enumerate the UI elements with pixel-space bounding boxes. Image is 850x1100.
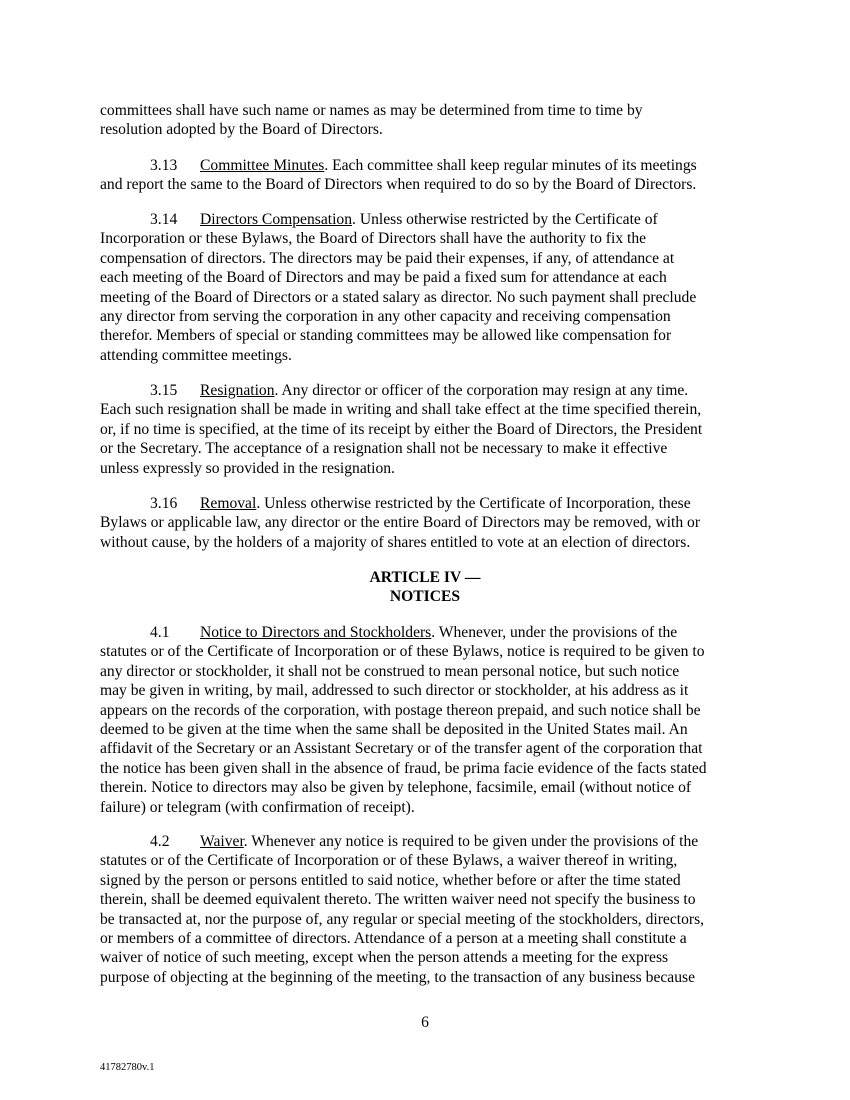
text-line: any director or stockholder, it shall not be construed to mean personal notice, but such notice (100, 662, 680, 680)
section-3-16 (100, 494, 750, 552)
text-line: meeting of the Board of Directors or a stated salary as director. No such payment shall preclude (100, 288, 697, 306)
section-number: 4.2 (150, 833, 170, 850)
section-number: 3.15 (150, 382, 178, 399)
page-number: 6 (421, 1014, 429, 1031)
text-line: statutes or of the Certificate of Incorporation or of these Bylaws, notice is required to be given to (100, 643, 705, 661)
text-line: purpose of objecting at the beginning of the meeting, to the transaction of any business because (100, 968, 695, 986)
section-heading: Removal (200, 495, 257, 512)
text-line: or the Secretary. The acceptance of a resignation shall not be necessary to make it effective (100, 440, 668, 458)
text-line: resolution adopted by the Board of Directors. (100, 121, 383, 139)
text-line: without cause, by the holders of a majority of shares entitled to vote at an election of directors. (100, 533, 691, 551)
section-text: . Unless otherwise restricted by the Certificate of Incorporation, these (256, 495, 691, 512)
section-number: 3.13 (150, 157, 178, 174)
text-line: the notice has been given shall in the absence of fraud, be prima facie evidence of the facts stated (100, 759, 707, 777)
text-line: unless expressly so provided in the resignation. (100, 459, 395, 477)
text-line: any director from serving the corporation in any other capacity and receiving compensation (100, 307, 671, 325)
section-heading: Committee Minutes (200, 157, 325, 174)
text-line: or members of a committee of directors. Attendance of a person at a meeting shall constitute a (100, 929, 687, 947)
text-line: be transacted at, nor the purpose of, any regular or special meeting of the stockholders, directors, (100, 910, 705, 928)
section-text: . Any director or officer of the corporation may resign at any time. (274, 382, 689, 399)
text-line: failure) or telegram (with confirmation of receipt). (100, 798, 415, 816)
text-line: Each such resignation shall be made in writing and shall take effect at the time specified therein, (100, 401, 702, 419)
text-line: therein, shall be deemed equivalent thereto. The written waiver need not specify the business to (100, 891, 696, 909)
article-title: ARTICLE IV — (369, 569, 481, 586)
text-line: signed by the person or persons entitled to said notice, whether before or after the time stated (100, 871, 681, 889)
text-line: therefor. Members of special or standing committees may be allowed like compensation for (100, 327, 672, 345)
section-text: . Each committee shall keep regular minutes of its meetings (324, 157, 697, 174)
section-3-14 (100, 210, 750, 365)
text-line: compensation of directors. The directors may be paid their expenses, if any, of attendance at (100, 249, 675, 267)
section-4-1 (100, 623, 750, 817)
section-text: . Whenever any notice is required to be given under the provisions of the (243, 833, 699, 850)
article-subtitle: NOTICES (389, 588, 461, 606)
text-line: may be given in writing, by mail, addressed to such director or stockholder, at his address as it (100, 682, 689, 700)
text-line: appears on the records of the corporation, with postage thereon prepaid, and such notice shall be (100, 701, 701, 719)
section-4-2 (100, 832, 750, 987)
section-heading: Resignation (200, 382, 275, 399)
paragraph-committees-continued (100, 101, 750, 140)
text-line: Bylaws or applicable law, any director or the entire Board of Directors may be removed, with or (100, 514, 701, 532)
text-line: each meeting of the Board of Directors and may be paid a fixed sum for attendance at each (100, 269, 667, 287)
section-number: 3.14 (150, 211, 178, 228)
text-line: committees shall have such name or names as may be determined from time to time by (100, 102, 643, 119)
text-line: deemed to be given at the time when the same shall be deposited in the United States mail. An (100, 720, 688, 738)
text-line: attending committee meetings. (100, 346, 292, 364)
text-line: affidavit of the Secretary or an Assistant Secretary or of the transfer agent of the corporation that (100, 740, 703, 758)
text-line: or, if no time is specified, at the time of its receipt by either the Board of Directors, the President (100, 420, 703, 438)
section-heading: Waiver (200, 833, 244, 850)
text-line: and report the same to the Board of Directors when required to do so by the Board of Directors. (100, 176, 697, 194)
text-line: Incorporation or these Bylaws, the Board of Directors shall have the authority to fix the (100, 230, 647, 248)
section-number: 3.16 (150, 495, 178, 512)
section-3-13 (100, 156, 750, 195)
section-3-15 (100, 381, 750, 478)
text-line: therein. Notice to directors may also be given by telephone, facsimile, email (without notice of (100, 779, 692, 797)
section-number: 4.1 (150, 624, 170, 641)
section-text: . Whenever, under the provisions of the (431, 624, 678, 641)
section-heading: Notice to Directors and Stockholders (200, 624, 432, 641)
section-heading: Directors Compensation (200, 211, 353, 228)
text-line: statutes or of the Certificate of Incorporation or of these Bylaws, a waiver thereof in writing, (100, 852, 678, 870)
document-id: 41782780v.1 (100, 1062, 155, 1073)
article-heading (100, 568, 750, 607)
section-text: . Unless otherwise restricted by the Certificate of (352, 211, 658, 228)
text-line: waiver of notice of such meeting, except when the person attends a meeting for the express (100, 949, 669, 967)
